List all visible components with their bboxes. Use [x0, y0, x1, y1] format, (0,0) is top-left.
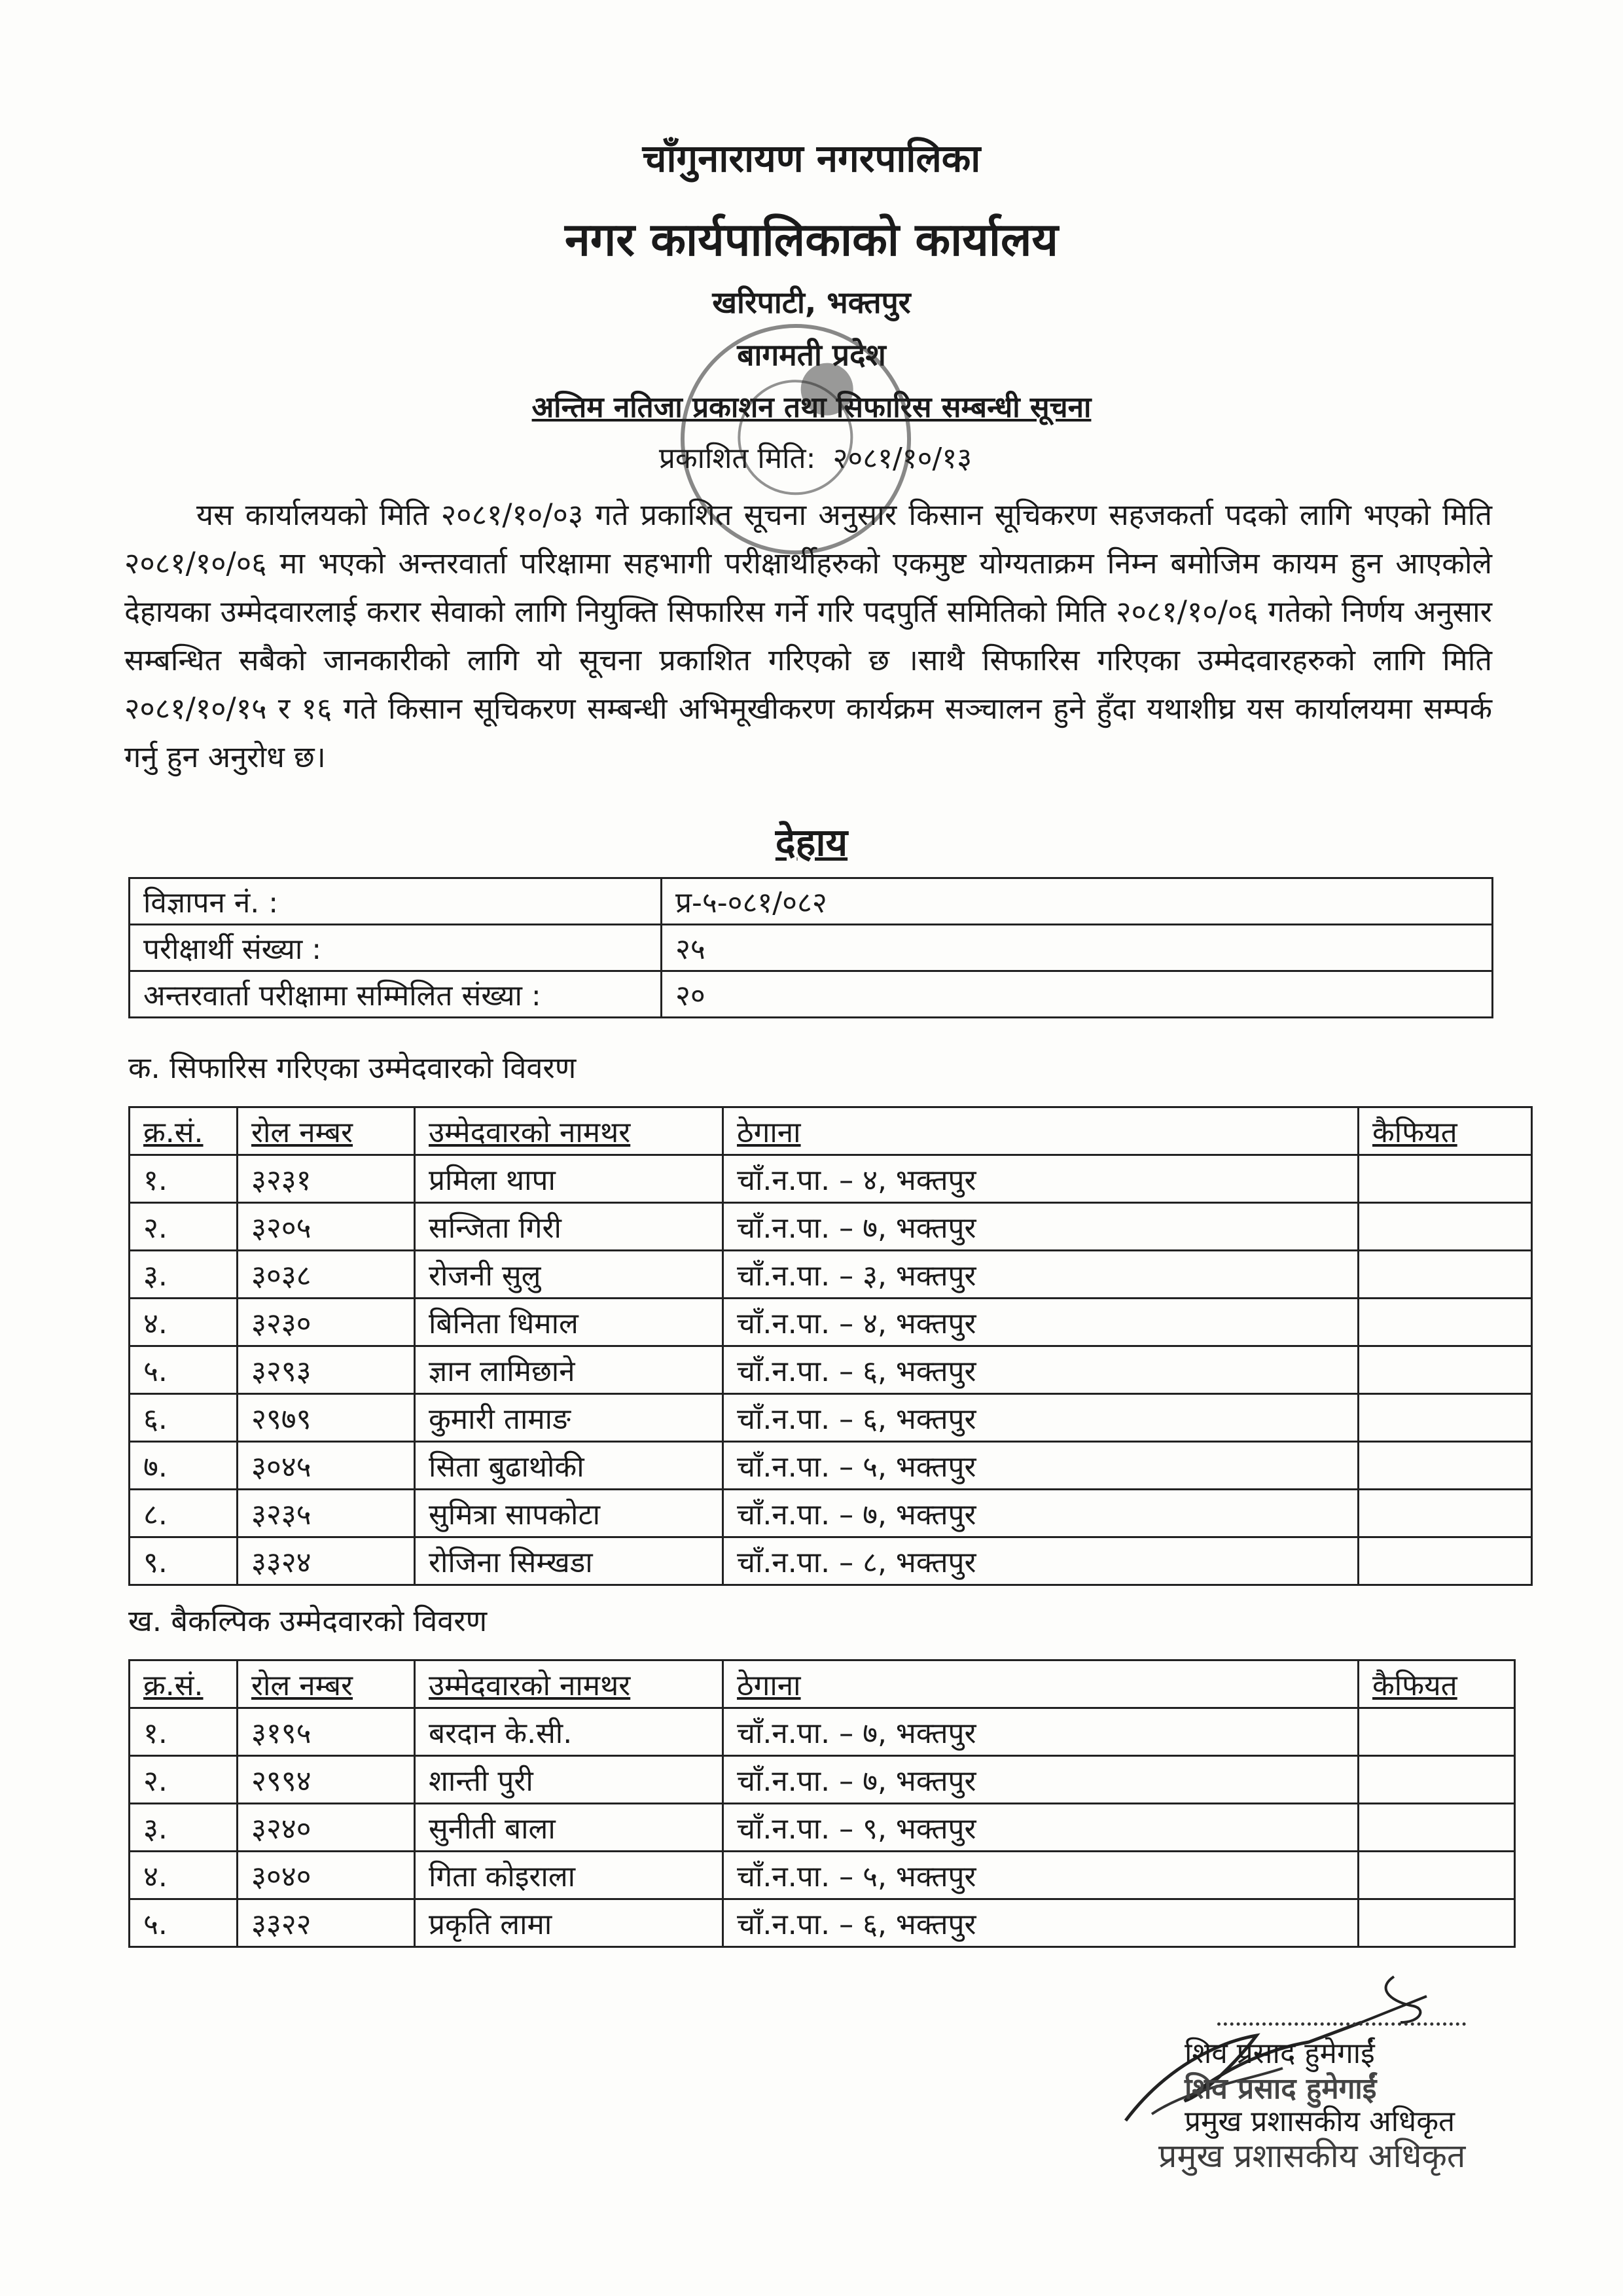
published-date: २०८१/१०/१३ — [832, 442, 972, 475]
serial-cell: ३. — [130, 1251, 238, 1299]
table-row — [130, 1203, 1532, 1251]
candidate-name-cell: बरदान के.सी. — [415, 1708, 723, 1756]
serial-cell: ९. — [130, 1537, 238, 1585]
info-value: २० — [662, 971, 1493, 1018]
serial-cell: १. — [130, 1155, 238, 1203]
remarks-cell — [1359, 1899, 1515, 1947]
candidate-name-cell: रोजनी सुलु — [415, 1251, 723, 1299]
info-row — [130, 878, 1493, 925]
serial-cell: ८. — [130, 1490, 238, 1537]
address-cell: चाँ.न.पा. – ७, भक्तपुर — [723, 1756, 1359, 1804]
table-row — [130, 1899, 1515, 1947]
info-value: २५ — [662, 925, 1493, 971]
table-row — [130, 1537, 1532, 1585]
candidate-name-cell: ज्ञान लामिछाने — [415, 1346, 723, 1394]
serial-cell: ७. — [130, 1442, 238, 1490]
candidate-name-cell: सन्जिता गिरी — [415, 1203, 723, 1251]
serial-cell: ५. — [130, 1346, 238, 1394]
signature-line — [1217, 2022, 1466, 2026]
address-cell: चाँ.न.पा. – ६, भक्तपुर — [723, 1346, 1359, 1394]
info-label: अन्तरवार्ता परीक्षामा सम्मिलित संख्या : — [130, 971, 662, 1018]
column-header-roll-number: रोल नम्बर — [238, 1107, 415, 1155]
candidate-name-cell: सुमित्रा सापकोटा — [415, 1490, 723, 1537]
province-name: बागमती प्रदेश — [737, 337, 886, 372]
address-cell: चाँ.न.पा. – ८, भक्तपुर — [723, 1537, 1359, 1585]
remarks-cell — [1359, 1708, 1515, 1756]
table-row — [130, 1756, 1515, 1804]
roll-number-cell: ३३२२ — [238, 1899, 415, 1947]
candidate-name-cell: प्रकृति लामा — [415, 1899, 723, 1947]
candidate-name-cell: सुनीती बाला — [415, 1804, 723, 1852]
dehaya-heading: देहाय — [775, 820, 848, 865]
info-row — [130, 971, 1493, 1018]
roll-number-cell: २९७९ — [238, 1394, 415, 1442]
address-cell: चाँ.न.पा. – ९, भक्तपुर — [723, 1804, 1359, 1852]
address-cell: चाँ.न.पा. – ७, भक्तपुर — [723, 1708, 1359, 1756]
address-cell: चाँ.न.पा. – ४, भक्तपुर — [723, 1155, 1359, 1203]
candidate-name-cell: रोजिना सिम्खडा — [415, 1537, 723, 1585]
info-label: परीक्षार्थी संख्या : — [130, 925, 662, 971]
remarks-cell — [1359, 1346, 1532, 1394]
table-row — [130, 1852, 1515, 1899]
signatory-name-stamp: शिव प्रसाद हुमेगाईं — [1185, 2072, 1377, 2106]
remarks-cell — [1359, 1442, 1532, 1490]
section-b-title: ख. बैकल्पिक उम्मेदवारको विवरण — [128, 1604, 488, 1638]
candidate-name-cell: कुमारी तामाङ — [415, 1394, 723, 1442]
roll-number-cell: ३०४५ — [238, 1442, 415, 1490]
info-value: प्र-५-०८१/०८२ — [662, 878, 1493, 925]
signatory-designation: प्रमुख प्रशासकीय अधिकृत — [1185, 2105, 1455, 2138]
candidate-name-cell: बिनिता धिमाल — [415, 1299, 723, 1346]
info-label: विज्ञापन नं. : — [130, 878, 662, 925]
column-header-serial: क्र.सं. — [130, 1107, 238, 1155]
table-row — [130, 1155, 1532, 1203]
roll-number-cell: ३०४० — [238, 1852, 415, 1899]
table-row — [130, 1299, 1532, 1346]
serial-cell: १. — [130, 1708, 238, 1756]
alternate-candidates-table — [128, 1659, 1516, 1948]
advertisement-info-table — [128, 877, 1493, 1018]
address-cell: चाँ.न.पा. – ७, भक्तपुर — [723, 1203, 1359, 1251]
signatory-name: शिव प्रसाद हुमेगाईं — [1185, 2037, 1375, 2070]
roll-number-cell: २९९४ — [238, 1756, 415, 1804]
info-row — [130, 925, 1493, 971]
serial-cell: ४. — [130, 1852, 238, 1899]
remarks-cell — [1359, 1155, 1532, 1203]
remarks-cell — [1359, 1490, 1532, 1537]
column-header-serial: क्र.सं. — [130, 1660, 238, 1708]
candidate-name-cell: प्रमिला थापा — [415, 1155, 723, 1203]
table-row — [130, 1346, 1532, 1394]
candidate-name-cell: गिता कोइराला — [415, 1852, 723, 1899]
recommended-candidates-table — [128, 1106, 1533, 1586]
office-name: नगर कार्यपालिकाको कार्यालय — [564, 213, 1059, 266]
designation-stamp: प्रमुख प्रशासकीय अधिकृत — [1158, 2137, 1466, 2175]
address-cell: चाँ.न.पा. – ४, भक्तपुर — [723, 1299, 1359, 1346]
serial-cell: ४. — [130, 1299, 238, 1346]
roll-number-cell: ३२३१ — [238, 1155, 415, 1203]
remarks-cell — [1359, 1299, 1532, 1346]
candidate-name-cell: सिता बुढाथोकी — [415, 1442, 723, 1490]
roll-number-cell: ३२३० — [238, 1299, 415, 1346]
roll-number-cell: ३२३५ — [238, 1490, 415, 1537]
table-row — [130, 1708, 1515, 1756]
table-row — [130, 1394, 1532, 1442]
remarks-cell — [1359, 1756, 1515, 1804]
table-row — [130, 1442, 1532, 1490]
table-row — [130, 1251, 1532, 1299]
notice-body: यस कार्यालयको मिति २०८१/१०/०३ गते प्रकाशित सूचना अनुसार किसान सूचिकरण सहजकर्ता पदको लागि भएको मिति २०८१/१०/०६ मा भएको अन्तरवार्ता परिक्षामा सहभागी परीक्षार्थीहरुको एकमुष्ट योग्यताक्रम निम्न बमोजिम कायम हुन आएकोले देहायका उम्मेदवारलाई करार सेवाको लागि नियुक्ति सिफारिस गर्ने गरि पदपुर्ति समितिको मिति २०८१/१०/०६ गतेको निर्णय अनुसार सम्बन्धित सबैको जानकारीको लागि यो सूचना प्रकाशित गरिएको छ ।साथै सिफारिस गरिएका उम्मेदवारहरुको लागि मिति २०८१/१०/१५ र १६ गते किसान सूचिकरण सम्बन्धी अभिमूखीकरण कार्यक्रम सञ्चालन हुने हुँदा यथाशीघ्र यस कार्यालयमा सम्पर्क गर्नु हुन अनुरोध छ। — [124, 497, 1492, 774]
remarks-cell — [1359, 1852, 1515, 1899]
roll-number-cell: ३२०५ — [238, 1203, 415, 1251]
serial-cell: २. — [130, 1756, 238, 1804]
serial-cell: २. — [130, 1203, 238, 1251]
remarks-cell — [1359, 1394, 1532, 1442]
signatory-block — [1185, 2034, 1455, 2142]
roll-number-cell: ३१९५ — [238, 1708, 415, 1756]
address-cell: चाँ.न.पा. – ६, भक्तपुर — [723, 1394, 1359, 1442]
serial-cell: ५. — [130, 1899, 238, 1947]
roll-number-cell: ३२९३ — [238, 1346, 415, 1394]
column-header-roll-number: रोल नम्बर — [238, 1660, 415, 1708]
address-cell: चाँ.न.पा. – ७, भक्तपुर — [723, 1490, 1359, 1537]
address-cell: चाँ.न.पा. – ६, भक्तपुर — [723, 1899, 1359, 1947]
column-header-remarks: कैफियत — [1359, 1660, 1515, 1708]
table-row — [130, 1490, 1532, 1537]
table-row — [130, 1804, 1515, 1852]
address-cell: चाँ.न.पा. – ३, भक्तपुर — [723, 1251, 1359, 1299]
remarks-cell — [1359, 1203, 1532, 1251]
address-cell: चाँ.न.पा. – ५, भक्तपुर — [723, 1442, 1359, 1490]
section-a-title: क. सिफारिस गरिएका उम्मेदवारको विवरण — [128, 1050, 577, 1085]
notice-title: अन्तिम नतिजा प्रकाशन तथा सिफारिस सम्बन्धी सूचना — [531, 391, 1092, 424]
roll-number-cell: ३३२४ — [238, 1537, 415, 1585]
serial-cell: ६. — [130, 1394, 238, 1442]
column-header-address: ठेगाना — [723, 1107, 1359, 1155]
remarks-cell — [1359, 1804, 1515, 1852]
column-header-candidate-name: उम्मेदवारको नामथर — [415, 1107, 723, 1155]
municipality-name: चाँगुनारायण नगरपालिका — [642, 136, 981, 181]
remarks-cell — [1359, 1251, 1532, 1299]
roll-number-cell: ३२४० — [238, 1804, 415, 1852]
column-header-address: ठेगाना — [723, 1660, 1359, 1708]
roll-number-cell: ३०३८ — [238, 1251, 415, 1299]
column-header-remarks: कैफियत — [1359, 1107, 1532, 1155]
published-label: प्रकाशित मिति: — [658, 442, 816, 475]
serial-cell: ३. — [130, 1804, 238, 1852]
candidate-name-cell: शान्ती पुरी — [415, 1756, 723, 1804]
address-cell: चाँ.न.पा. – ५, भक्तपुर — [723, 1852, 1359, 1899]
column-header-candidate-name: उम्मेदवारको नामथर — [415, 1660, 723, 1708]
remarks-cell — [1359, 1537, 1532, 1585]
office-address: खरिपाटी, भक्तपुर — [712, 285, 911, 320]
